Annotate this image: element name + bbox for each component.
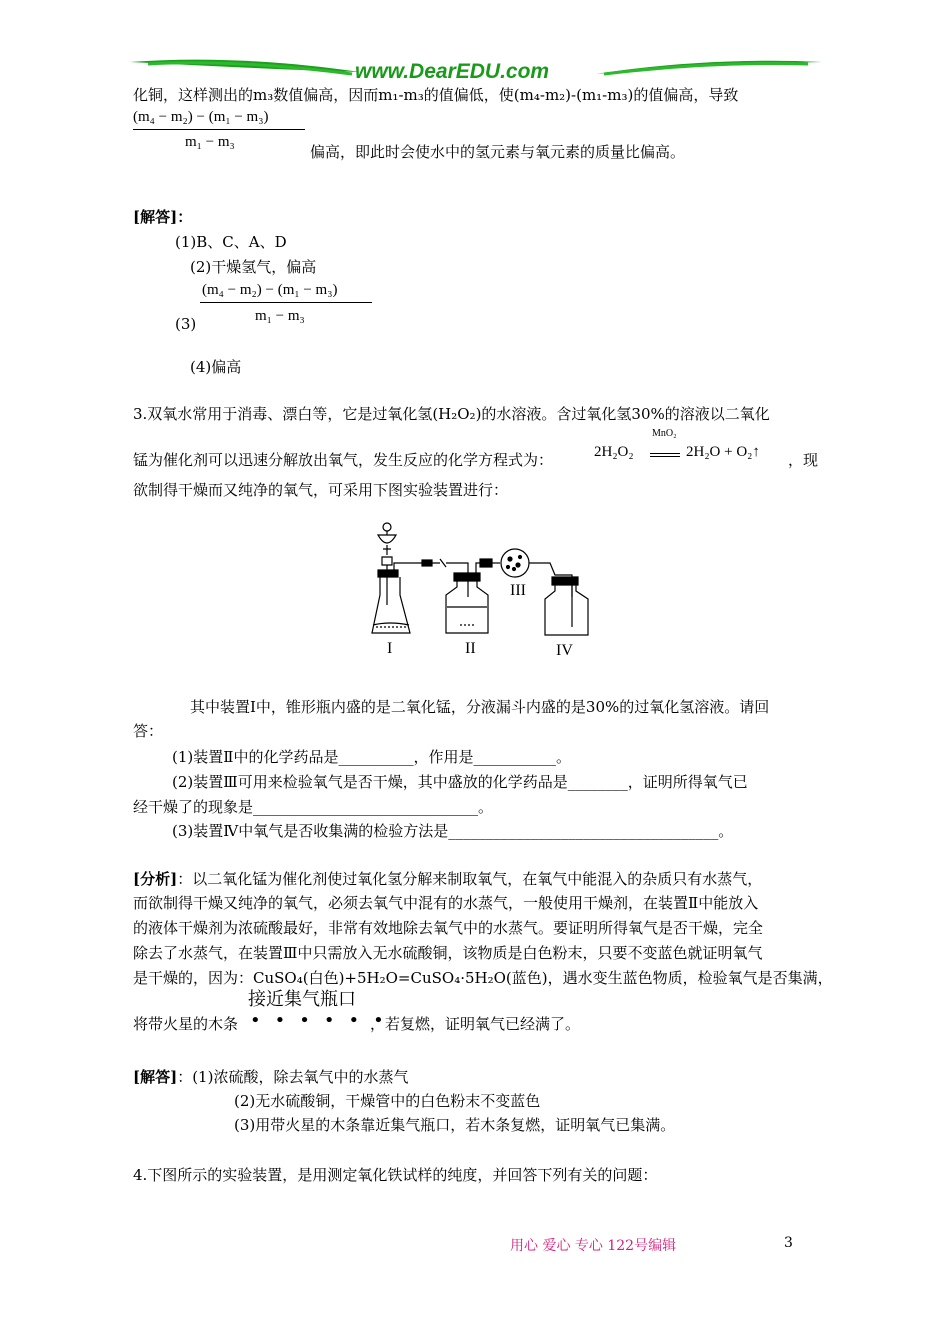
answer2-line-1 xyxy=(133,1068,408,1086)
equation-bar-top xyxy=(650,453,680,454)
q3-line-3: 欲制得干燥而又纯净的氧气，可采用下图实验装置进行： xyxy=(133,481,509,499)
q3-line-1: 3.双氧水常用于消毒、漂白等，它是过氧化氢(H₂O₂)的水溶液。含过氧化氢30%的溶液以二氧化 xyxy=(133,405,770,423)
answer-3-prefix: (3) xyxy=(175,315,197,333)
answer-2: (2)干燥氢气，偏高 xyxy=(190,258,317,276)
site-url: www.DearEDU.com xyxy=(355,60,550,83)
analysis-line-6b: ，若复燃，证明氧气已经满了。 xyxy=(370,1015,581,1033)
top-line-1: 化铜，这样测出的m₃数值偏高，因而m₁-m₃的值偏低，使(m₄-m₂)-(m₁-m₃)的值偏高，导致 xyxy=(133,86,739,104)
analysis-line-5: 是干燥的，因为：CuSO₄(白色)+5H₂O=CuSO₄·5H₂O(蓝色)，遇水变生蓝色物质，检验氧气是否集满， xyxy=(133,969,833,987)
equation-left: 2H₂O₂ xyxy=(594,444,634,460)
answer-4: (4)偏高 xyxy=(190,358,242,376)
q3-desc-2: 答： xyxy=(133,722,164,740)
apparatus-i xyxy=(372,523,432,633)
answer-3-fraction-bar xyxy=(200,302,372,303)
q3-line-2a: 锰为催化剂可以迅速分解放出氧气，发生反应的化学方程式为： xyxy=(133,451,554,469)
footer-text: 用心 爱心 专心 122号编辑 xyxy=(510,1238,677,1254)
equation-catalyst: MnO₂ xyxy=(652,428,677,439)
equation-bar-bottom xyxy=(650,456,680,457)
answer2-3: (3)用带火星的木条靠近集气瓶口，若木条复燃，证明氧气已集满。 xyxy=(234,1116,676,1134)
label-ii: II xyxy=(465,640,476,657)
top-fraction-denominator: m₁ − m₃ xyxy=(185,134,235,150)
analysis-line-2: 而欲制得干燥又纯净的氧气，必须去氧气中混有的水蒸气，一般使用干燥剂，在装置Ⅱ中能放入 xyxy=(133,894,759,912)
page-number: 3 xyxy=(784,1235,793,1251)
apparatus-ii xyxy=(446,563,490,633)
q3-desc-1: 其中装置Ⅰ中，锥形瓶内盛的是二氧化锰，分液漏斗内盛的是30%的过氧化氢溶液。请回 xyxy=(190,698,770,716)
label-iii: III xyxy=(510,582,526,599)
q3-sub-2b: 经干燥了的现象是______________________________。 xyxy=(133,798,494,816)
equation-right: 2H₂O + O₂↑ xyxy=(686,444,760,460)
analysis-line-1-text: ：以二氧化锰为催化剂使过氧化氢分解来制取氧气，在氧气中能混入的杂质只有水蒸气， xyxy=(177,870,763,888)
analysis-overlay-text: 接近集气瓶口 xyxy=(248,989,356,1010)
answer2-label: [解答] xyxy=(133,1068,178,1086)
answer-1: (1)B、C、A、D xyxy=(175,233,287,251)
label-i: I xyxy=(387,640,393,657)
analysis-line-3: 的液体干燥剂为浓硫酸最好，非常有效地除去氧气中的水蒸气。要证明所得氧气是否干燥，完全 xyxy=(133,919,764,937)
top-line-2: 偏高，即此时会使水中的氢元素与氧元素的质量比偏高。 xyxy=(310,143,686,161)
answer-3-denominator: m₁ − m₃ xyxy=(255,308,305,324)
apparatus-iv xyxy=(545,577,588,635)
apparatus-iii xyxy=(480,549,572,597)
q3-sub-2a: (2)装置Ⅲ可用来检验氧气是否干燥，其中盛放的化学药品是________，证明所得氧气已 xyxy=(172,773,748,791)
q3-sub-1: (1)装置Ⅱ中的化学药品是__________，作用是___________。 xyxy=(172,748,571,766)
answer2-1: ：(1)浓硫酸，除去氧气中的水蒸气 xyxy=(177,1068,409,1086)
analysis-label: [分析] xyxy=(133,870,178,888)
analysis-line-1 xyxy=(133,870,762,888)
answer2-2: (2)无水硫酸铜，干燥管中的白色粉末不变蓝色 xyxy=(234,1092,541,1110)
top-fraction-bar xyxy=(133,129,305,130)
q3-line-2b: ，现 xyxy=(788,451,819,469)
emphasis-dots: •••••• xyxy=(250,1010,398,1031)
q4-line-1: 4.下图所示的实验装置，是用测定氧化铁试样的纯度，并回答下列有关的问题： xyxy=(133,1166,658,1184)
answer-label: [解答]： xyxy=(133,208,193,226)
answer-3-numerator: (m₄ − m₂) − (m₁ − m₃) xyxy=(202,282,338,298)
q3-sub-3: (3)装置Ⅳ中氧气是否收集满的检验方法是____________________________________。 xyxy=(172,822,734,840)
label-iv: IV xyxy=(556,642,573,659)
top-fraction-numerator: (m₄ − m₂) − (m₁ − m₃) xyxy=(133,109,269,125)
analysis-line-6a: 将带火星的木条 xyxy=(133,1015,239,1033)
analysis-line-4: 除去了水蒸气，在装置Ⅲ中只需放入无水硫酸铜，该物质是白色粉末，只要不变蓝色就证明氧气 xyxy=(133,944,763,962)
